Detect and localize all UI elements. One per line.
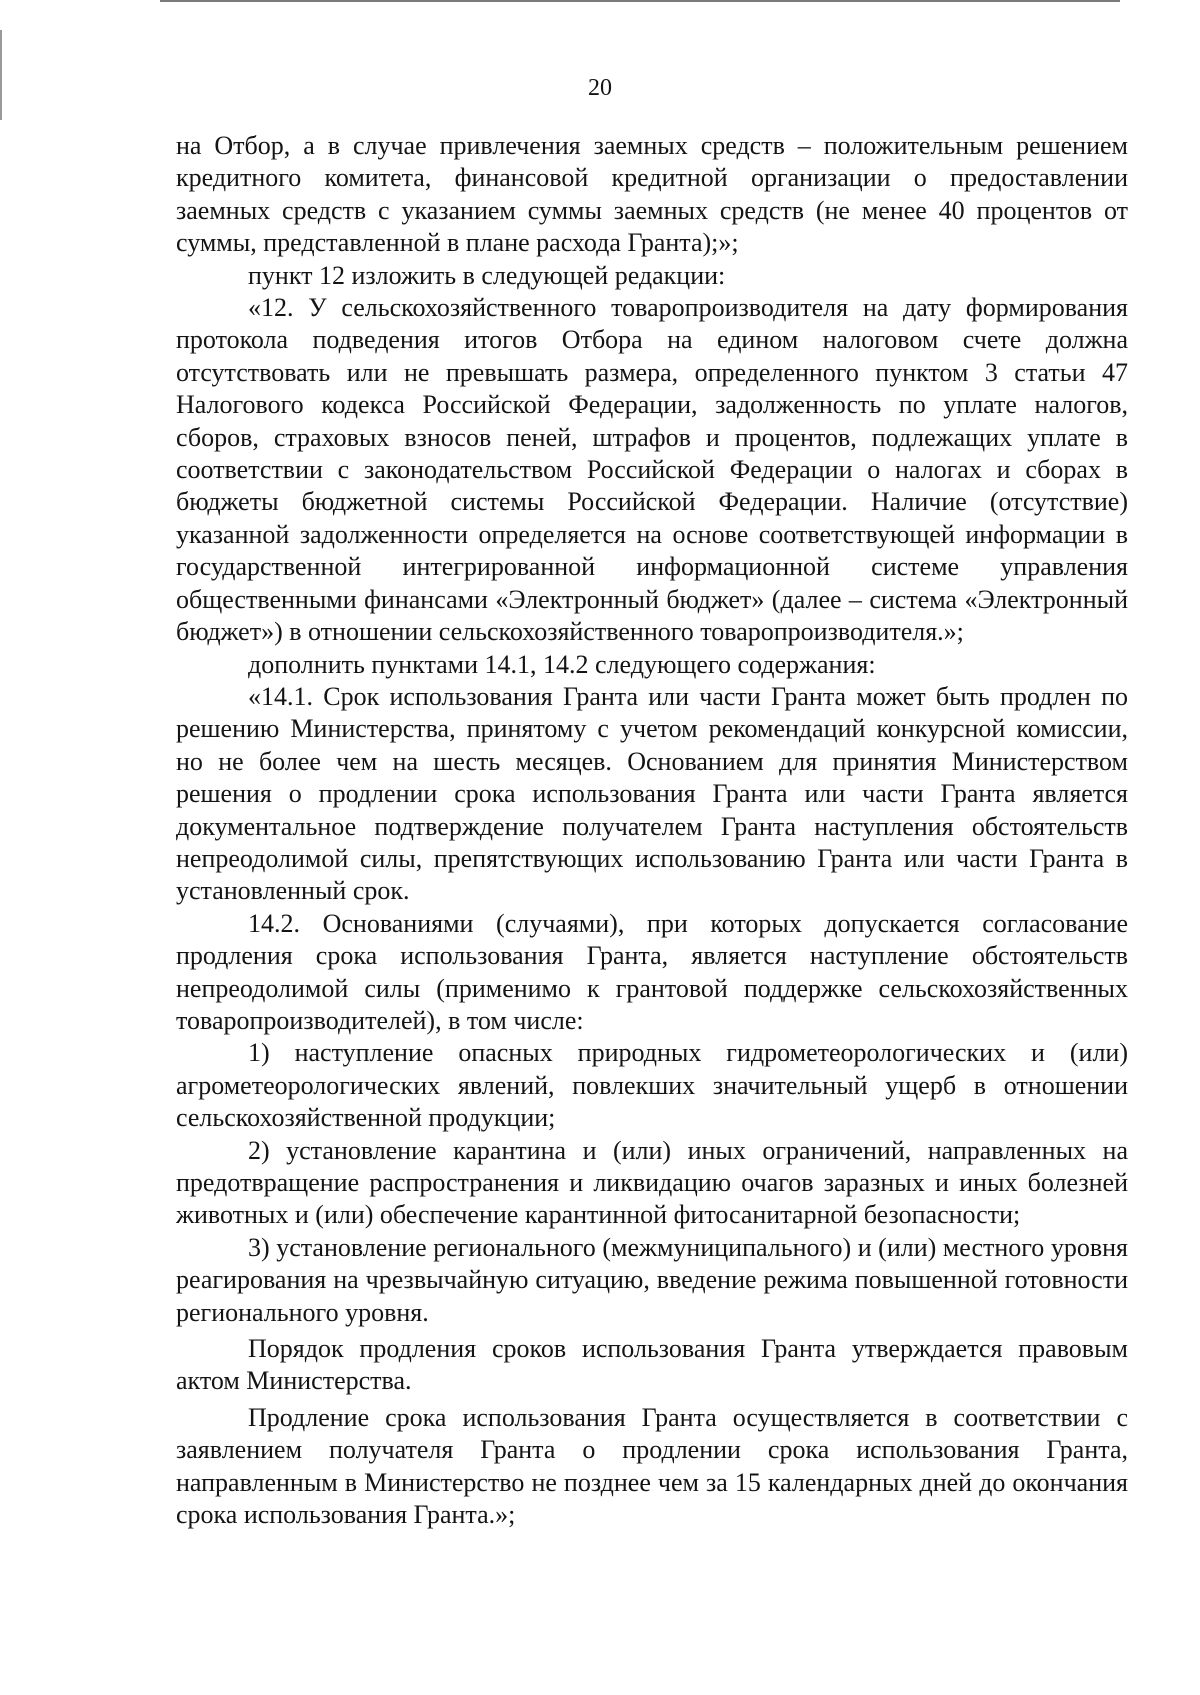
page-number: 20	[588, 75, 612, 101]
list-item-1: 1) наступление опасных природных гидрометеорологических и (или) агрометеорологических явлений, повлекших значительный ущерб в отношении сельскохозяйственной продукции;	[176, 1038, 1128, 1133]
paragraph-item-14-2: 14.2. Основаниями (случаями), при которых допускается согласование продления срока использования Гранта, является наступление обстоятельств непреодолимой силы (применимо к грантовой поддержке сельскохозяйственных товаропроизводителей), в том числе:	[176, 908, 1128, 1035]
paragraph-extension-application: Продление срока использования Гранта осуществляется в соответствии с заявлением получателя Гранта о продлении срока использования Гранта, направленным в Министерство не позднее чем за 15 календарных дней до окончания срока использования Гранта.»;	[176, 1402, 1128, 1530]
paragraph-item-14-1: «14.1. Срок использования Гранта или части Гранта может быть продлен по решению Министерства, принятому с учетом рекомендаций конкурсной комиссии, но не более чем на шесть месяцев. Основанием для принятия Министерством решения о продлении срока использования Гранта или части Гранта является документальное подтверждение получателем Гранта наступления обстоятельств непреодолимой силы, препятствующих использованию Гранта или части Гранта в установленный срок.	[176, 681, 1128, 906]
paragraph-item-12: «12. У сельскохозяйственного товаропроизводителя на дату формирования протокола подведения итогов Отбора на едином налоговом счете должна отсутствовать или не превышать размера, определенного пунктом 3 статьи 47 Налогового кодекса Российской Федерации, задолженность по уплате налогов, сборов, страховых взносов пеней, штрафов и процентов, подлежащих уплате в соответствии с законодательством Российской Федерации о налогах и сборах в бюджеты бюджетной системы Российской Федерации. Наличие (отсутствие) указанной задолженности определяется на основе соответствующей информации в государственной интегрированной информационной системе управления общественными финансами «Электронный бюджет» (далее – система «Электронный бюджет») в отношении сельскохозяйственного товаропроизводителя.»;	[176, 293, 1128, 647]
list-item-3: 3) установление регионального (межмуниципального) и (или) местного уровня реагирования на чрезвычайную ситуацию, введение режима повышенной готовности регионального уровня.	[176, 1232, 1128, 1327]
scan-edge-line	[160, 0, 1120, 2]
paragraph-continuation: на Отбор, а в случае привлечения заемных средств – положительным решением кредитного комитета, финансовой кредитной организации о предоставлении заемных средств с указанием суммы заемных средств (не менее 40 процентов от суммы, представленной в плане расхода Гранта);»;	[176, 131, 1128, 258]
document-body	[176, 130, 1128, 1531]
list-item-2: 2) установление карантина и (или) иных ограничений, направленных на предотвращение распространения и ликвидацию очагов заразных и иных болезней животных и (или) обеспечение карантинной фитосанитарной безопасности;	[176, 1135, 1128, 1230]
paragraph-instruction-item-12: пункт 12 изложить в следующей редакции:	[248, 260, 726, 290]
paragraph-instruction-items-14: дополнить пунктами 14.1, 14.2 следующего содержания:	[248, 649, 876, 679]
paragraph-extension-order: Порядок продления сроков использования Гранта утверждается правовым актом Министерства.	[176, 1334, 1128, 1396]
